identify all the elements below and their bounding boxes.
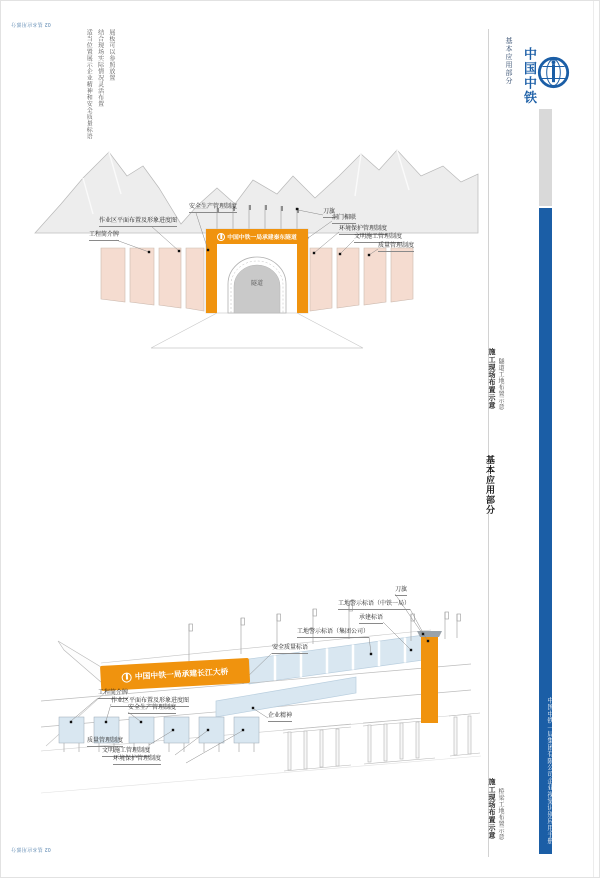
tunnel-opening-label: 隧道: [250, 281, 263, 287]
tower-cap: [417, 631, 442, 637]
note-column: 适当位置展示企业精神和安全质量标语: [85, 29, 92, 140]
portal-pillar-right: [297, 244, 308, 313]
label-bridge-environment: 环境保护管理制度: [113, 756, 161, 765]
bridge-piers: [283, 713, 480, 771]
label-bridge-warning-bureau: 工地警示标语（中铁一局）: [338, 601, 410, 610]
crec-mini-logo-icon: [122, 672, 133, 683]
note-column: 展板可以参照放置: [107, 29, 114, 81]
label-tunnel-intro-board: 工程简介牌: [89, 232, 119, 241]
page-marker-top: 02 基本应用部分: [11, 21, 51, 27]
manual-title: 中国中铁一局集团有限公司企业视觉识别应用手册: [546, 697, 553, 845]
road-edges: [151, 313, 363, 348]
note-block: [85, 29, 114, 140]
label-bridge-intro-board: 工程简介牌: [98, 690, 128, 699]
label-bridge-flags: 刀旗: [395, 587, 407, 596]
label-tunnel-safety-rules: 安全生产管理制度: [189, 204, 237, 213]
page-marker-bottom: 02 基本应用部分: [11, 846, 51, 852]
tunnel-portal-sign: [206, 229, 308, 244]
label-tunnel-environment: 环境保护管理制度: [339, 226, 387, 235]
caption-site-layout-1: 施工现场布置示意: [488, 348, 495, 409]
section-label-mid: 基本应用部分: [485, 455, 495, 515]
label-tunnel-civilized: 文明施工管理制度: [354, 234, 402, 243]
label-tunnel-quality: 质量管理制度: [378, 243, 414, 252]
brand-name: 中国中铁: [522, 47, 537, 105]
note-column: 结合现场实际情况灵活布置: [96, 29, 103, 107]
tunnel-opening: [234, 265, 280, 313]
sidebar-divider-line: [488, 29, 489, 857]
label-bridge-civilized: 文明施工管理制度: [102, 748, 150, 757]
caption-tunnel-site: 隧道工地布置示意: [497, 358, 503, 410]
label-bridge-area-layout: 作业区平面布置及形象进度图: [111, 698, 189, 707]
label-tunnel-area-layout: 作业区平面布置及形象进度图: [99, 218, 177, 227]
label-bridge-spirit: 企业精神: [268, 713, 292, 722]
label-tunnel-flags: 刀旗: [323, 209, 335, 218]
pier-banner: [421, 637, 438, 723]
bridge-diagram: [31, 546, 481, 801]
portal-pillar-left: [206, 244, 217, 313]
page-edge-line: [593, 1, 594, 878]
section-label-top: 基本应用部分: [505, 37, 512, 85]
bridge-banner-text: 中国中铁一局承建长江大桥: [134, 667, 229, 682]
caption-site-layout-2: 施工现场布置示意: [488, 778, 495, 839]
crec-logo-icon: [537, 56, 570, 89]
label-bridge-safety-quality: 安全质量标语: [272, 645, 308, 654]
label-bridge-safety-rules: 安全生产管理制度: [128, 705, 176, 714]
tunnel-sign-text: 中国中铁一局承建秦东隧道: [227, 235, 297, 241]
label-tunnel-lintel: 洞门楣联: [332, 215, 356, 224]
label-bridge-quality: 质量管理制度: [87, 738, 123, 747]
label-bridge-builder: 承建标语: [359, 615, 383, 624]
label-bridge-warning-group: 工地警示标语（集团公司）: [297, 629, 369, 638]
girder-panels: [249, 634, 431, 684]
sidebar-gray-bar: [539, 109, 552, 206]
crec-mini-logo-icon: [217, 233, 225, 241]
caption-bridge-site: 桥梁工地布置示意: [497, 788, 503, 840]
